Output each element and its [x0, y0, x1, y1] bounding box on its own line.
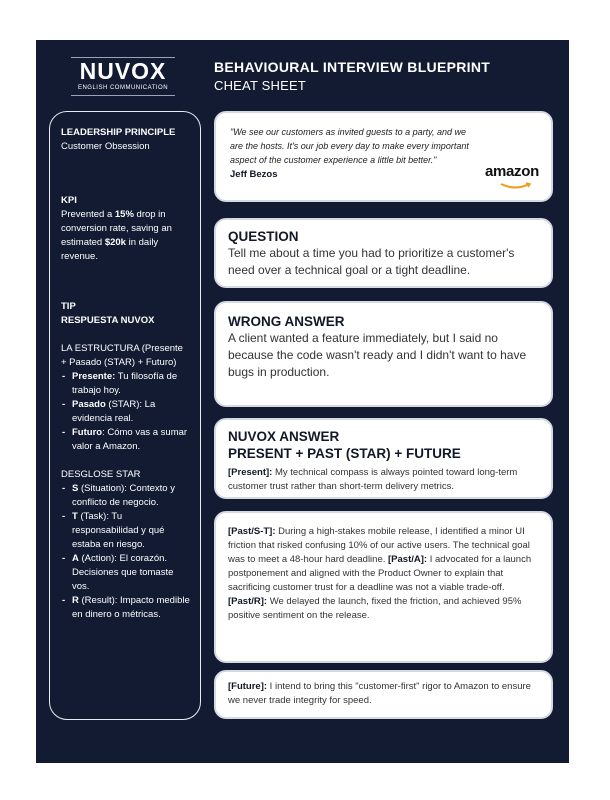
list-item-key: A	[72, 553, 79, 564]
list-item	[61, 552, 190, 594]
future-text: I intend to bring this "customer-first" rigor to Amazon to ensure we never trade integrity for speed.	[228, 681, 531, 706]
page-title: BEHAVIOURAL INTERVIEW BLUEPRINT	[214, 59, 491, 75]
amazon-logo: amazon	[484, 163, 539, 180]
past-st-key: [Past/S-T]:	[228, 526, 276, 537]
wrong-answer-card	[214, 301, 553, 407]
logo-tagline: ENGLISH COMMUNICATION	[77, 85, 169, 91]
list-item	[61, 510, 190, 552]
question-title: QUESTION	[228, 229, 299, 244]
tip-subheading: RESPUESTA NUVOX	[61, 315, 155, 326]
list-item-key: Presente:	[72, 371, 116, 382]
past-st-text: During a high-stakes mobile release, I identified a minor UI friction that risked confusing 10% of our active users. The technical goal was to meet a 48-hour hard deadline.	[228, 526, 530, 565]
quote-text: "We see our customers as invited guests to a party, and we are the hosts. It's our job every day to make every important aspect of the customer experience a little bit better."	[230, 127, 469, 165]
kpi-post: in daily revenue.	[61, 237, 159, 262]
list-item-text: (Situation): Contexto y conflicto de negocio.	[72, 483, 175, 508]
nuvox-logo	[71, 57, 175, 96]
list-item-text: : Cómo vas a sumar valor a Amazon.	[72, 427, 188, 452]
nuvox-answer-title: NUVOX ANSWER	[228, 429, 340, 444]
present-text: My technical compass is always pointed toward long-term customer trust rather than short-term delivery metrics.	[228, 467, 518, 492]
future-key: [Future]:	[228, 681, 268, 692]
kpi-pre: Prevented a	[61, 209, 115, 220]
star-list	[61, 482, 190, 622]
past-a-text: I advocated for a launch postponement and aligned with the Product Owner to explain that sacrificing customer trust for a deadline was not a viable trade-off.	[228, 554, 532, 593]
list-item-text: (Task): Tu responsabilidad y qué estaba en riesgo.	[72, 511, 165, 550]
quote-author: Jeff Bezos	[230, 169, 278, 180]
sidebar-panel	[49, 111, 201, 720]
list-item-key: Futuro	[72, 427, 103, 438]
future-card	[214, 670, 553, 719]
past-paragraph	[228, 525, 539, 623]
list-item	[61, 426, 190, 454]
list-item-key: S	[72, 483, 79, 494]
star-intro: DESGLOSE STAR	[61, 469, 141, 480]
question-body: Tell me about a time you had to prioritize a customer's need over a technical goal or a tight deadline.	[228, 246, 515, 277]
logo-bottom-rule	[71, 95, 175, 96]
list-item-text: Tu filosofía de trabajo hoy.	[72, 371, 178, 396]
list-item-key: Pasado	[72, 399, 106, 410]
list-item-key: T	[72, 511, 78, 522]
list-item	[61, 594, 190, 622]
list-item	[61, 398, 190, 426]
past-r-text: We delayed the launch, fixed the friction, and achieved 95% positive sentiment on the release.	[228, 596, 522, 621]
nuvox-answer-card	[214, 418, 553, 499]
page-subtitle: CHEAT SHEET	[214, 78, 307, 93]
list-item-key: R	[72, 595, 79, 606]
list-item-text: (Action): El corazón. Decisiones que tomaste vos.	[72, 553, 174, 592]
present-paragraph	[228, 466, 539, 494]
kpi-percent: 15%	[114, 209, 134, 220]
list-item-text: (Result): Impacto medible en dinero o métricas.	[72, 595, 190, 620]
tip-heading: TIP	[61, 301, 76, 312]
quote-card	[214, 111, 553, 202]
structure-list	[61, 370, 190, 454]
list-item	[61, 370, 190, 398]
kpi-heading: KPI	[61, 195, 77, 206]
wrong-answer-body: A client wanted a feature immediately, but I said no because the code wasn't ready and I didn't want to have bugs in production.	[228, 331, 527, 379]
question-card	[214, 218, 553, 288]
list-item-text: (STAR): La evidencia real.	[72, 399, 156, 424]
kpi-mid: drop in conversion rate, saving an estimated	[61, 209, 172, 248]
amazon-smile-icon	[499, 182, 533, 190]
kpi-amount: $20k	[104, 237, 126, 248]
logo-wordmark: NUVOX	[79, 58, 167, 84]
future-paragraph	[228, 680, 539, 708]
structure-intro: LA ESTRUCTURA (Presente + Pasado (STAR) + Futuro)	[61, 343, 183, 368]
list-item	[61, 482, 190, 510]
past-a-key: [Past/A]:	[388, 554, 428, 565]
nuvox-answer-subtitle: PRESENT + PAST (STAR) + FUTURE	[228, 446, 461, 461]
principle-value: Customer Obsession	[61, 141, 150, 152]
past-star-card	[214, 511, 553, 663]
principle-heading: LEADERSHIP PRINCIPLE	[61, 127, 176, 138]
present-key: [Present]:	[228, 467, 273, 478]
past-r-key: [Past/R]:	[228, 596, 268, 607]
kpi-text	[61, 208, 190, 264]
wrong-answer-title: WRONG ANSWER	[228, 314, 345, 329]
